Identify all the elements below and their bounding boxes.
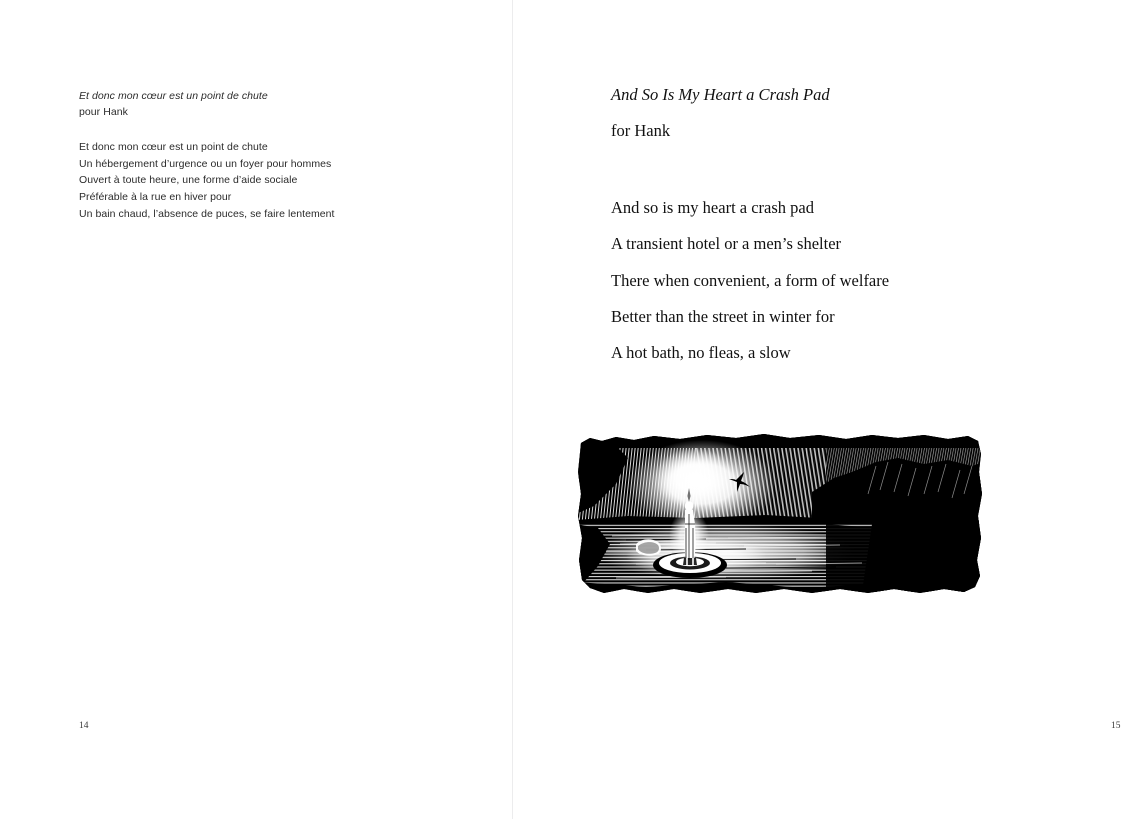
french-poem-line: Préférable à la rue en hiver pour (79, 191, 232, 204)
english-poem-dedication: for Hank (611, 121, 671, 140)
english-poem-line: And so is my heart a crash pad (611, 198, 814, 217)
english-poem-line: A transient hotel or a men’s shelter (611, 234, 842, 254)
english-poem-title: And So Is My Heart a Crash Pad (611, 85, 830, 104)
woodcut-illustration (576, 432, 984, 598)
french-heading-block (79, 88, 439, 121)
french-poem-title: Et donc mon cœur est un point de chute (79, 90, 268, 102)
woodcut-illustration-svg (576, 432, 984, 598)
left-page (0, 0, 512, 819)
french-poem-line: Ouvert à toute heure, une forme d’aide sociale (79, 174, 298, 187)
french-poem-line: Et donc mon cœur est un point de chute (79, 141, 268, 153)
page-number-left: 14 (79, 721, 89, 731)
english-poem-line: A hot bath, no fleas, a slow (611, 343, 791, 363)
french-poem-body (79, 139, 479, 223)
english-poem-line: Better than the street in winter for (611, 306, 835, 326)
english-poem-line: There when convenient, a form of welfare (611, 270, 890, 290)
right-page (512, 0, 1121, 819)
page-number-right: 15 (1111, 721, 1121, 731)
french-poem-line: Un hébergement d’urgence ou un foyer pour hommes (79, 157, 332, 170)
french-poem-dedication: pour Hank (79, 106, 128, 119)
english-poem-body (611, 190, 1011, 371)
french-poem-line: Un bain chaud, l’absence de puces, se faire lentement (79, 207, 335, 220)
